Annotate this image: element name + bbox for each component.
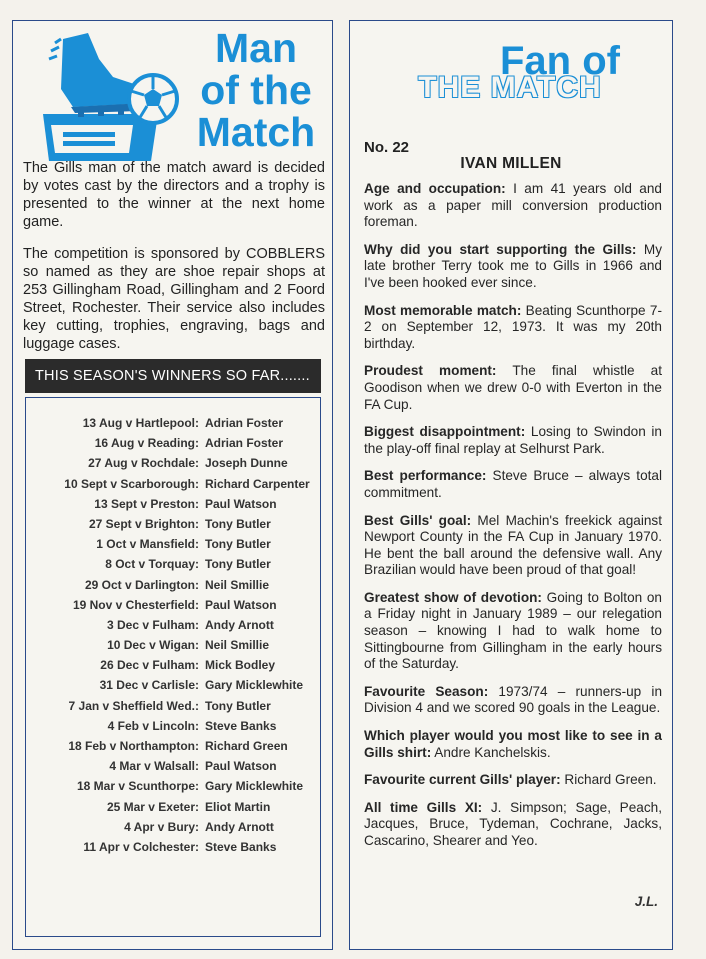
interview-answer: My late brother Terry took me to Gills in 1966 and I've been hooked ever since. [364,241,662,290]
interview-question: Why did you start supporting the Gills: [364,241,637,257]
man-of-the-match-title [181,27,331,153]
winner-match: 18 Feb v Northampton: [68,739,199,753]
winner-row [26,497,320,517]
winner-player: Paul Watson [205,759,277,774]
interview-item [364,303,662,353]
winner-match: 4 Apr v Bury: [124,819,199,834]
winner-match: 13 Aug v Hartlepool: [82,416,199,430]
winner-row [26,537,320,557]
interview-question: Proudest moment: [364,363,497,379]
winner-match: 10 Dec v Wigan: [107,638,199,653]
winner-player: Tony Butler [205,516,271,531]
winner-row [26,517,320,537]
winner-row [26,678,320,698]
interview-item [364,590,662,673]
interview-answer: J. Simpson; Sage, Peach, Jacques, Bruce, Tydeman, Cochrane, Jacks, Cascarino, Shearer and Yeo. [364,799,662,848]
interview-answer: Richard Green. [560,772,657,788]
winner-match: 27 Aug v Rochdale: [88,456,199,471]
winner-row [26,800,320,820]
interview-answer: Steve Bruce – always total commitment. [364,468,662,500]
winner-player: Tony Butler [205,537,271,552]
winner-player: Paul Watson [205,496,277,511]
interview-answer: Andre Kanchelskis. [431,744,551,760]
interview-question: Greatest show of devotion: [364,589,542,605]
interview-answer: The final whistle at Goodison when we drew 0-0 with Everton in the FA Cup. [364,363,662,412]
interview-item [364,728,662,761]
interview-item [364,772,662,789]
interview-answer: Losing to Swindon in the play-off final replay at Selhurst Park. [364,424,662,456]
interview-question: All time Gills XI: [364,799,483,815]
winners-heading: THIS SEASON'S WINNERS SO FAR....... [25,359,321,393]
winner-row [26,779,320,799]
winner-match: 25 Mar v Exeter: [106,799,199,814]
winner-match: 18 Mar v Scunthorpe: [76,779,199,794]
winner-player: Richard Carpenter [205,476,310,491]
winner-row [26,739,320,759]
interview-question: Which player would you most like to see in a Gills shirt: [364,728,662,760]
winner-row [26,416,320,436]
winner-row [26,618,320,638]
winner-player: Gary Micklewhite [205,678,304,693]
interview-item [364,468,662,501]
winner-row [26,820,320,840]
author-signature: J.L. [634,894,658,909]
interview-item [364,181,662,231]
winner-player: Adrian Foster [205,416,284,430]
winner-match: 7 Jan v Sheffield Wed.: [68,698,199,713]
interview-question: Best performance: [364,468,487,484]
interview-question: Favourite Season: [364,683,489,699]
interview-item [364,513,662,579]
boot-and-ball-trophy-icon [33,29,188,169]
interview-answer: Mel Machin's freekick against Newport County in the FA Cup in January 1970. He bent the ball around the defensive wall. Any Brazilian would have been proud of that goal! [364,512,662,578]
interview-question: Age and occupation: [364,181,506,196]
winner-player: Gary Micklewhite [205,779,304,794]
winner-row [26,840,320,860]
interview-answer: 1973/74 – runners-up in Division 4 and we scored 90 goals in the League. [364,683,662,716]
the-match-title: THE MATCH [418,71,602,104]
interview-question: Most memorable match: [364,302,522,318]
winner-match: 13 Sept v Preston: [94,496,199,511]
winner-row [26,759,320,779]
winner-match: 3 Dec v Fulham: [106,617,199,632]
fan-of-title: Fan of [500,39,620,83]
winner-player: Neil Smillie [205,577,270,592]
award-intro-paragraph: The Gills man of the match award is decided by votes cast by the directors and a trophy is presented to the winner at the next home game. [23,160,325,230]
winner-match: 11 Apr v Colchester: [83,839,199,854]
interview-answer: I am 41 years old and work as a paper mill conversion production foreman. [364,181,662,230]
interview-question: Best Gills' goal: [364,512,472,528]
interview-item [364,684,662,717]
fan-name: IVAN MILLEN [460,155,562,172]
interview-item [364,363,662,413]
interview-list [364,181,662,861]
winner-player: Richard Green [205,739,288,753]
winner-row [26,456,320,476]
winner-match: 16 Aug v Reading: [94,436,199,451]
interview-question: Biggest disappointment: [364,424,526,440]
winner-match: 4 Feb v Lincoln: [107,718,199,733]
title-line-man: Man [215,25,297,71]
interview-question: Favourite current Gills' player: [364,772,561,788]
winner-match: 19 Nov v Chesterfield: [72,597,199,612]
winner-match: 1 Oct v Mansfield: [96,537,199,552]
winner-match: 10 Sept v Scarborough: [64,476,199,491]
winner-row [26,598,320,618]
interview-item [364,800,662,850]
winner-player: Joseph Dunne [205,456,288,471]
winner-match: 4 Mar v Walsall: [109,759,199,774]
winner-player: Steve Banks [205,718,277,733]
winners-list [26,416,320,860]
winner-row [26,719,320,739]
winner-row [26,477,320,497]
winner-row [26,436,320,456]
interview-answer: Beating Scunthorpe 7-2 on September 12, 1973. It was my 20th birthday. [364,302,662,351]
winner-player: Neil Smillie [205,638,270,653]
title-line-match: Match [196,109,316,155]
man-of-the-match-panel [12,20,333,950]
winner-row [26,658,320,678]
winner-match: 31 Dec v Carlisle: [99,678,199,693]
winner-match: 29 Oct v Darlington: [84,577,199,592]
winner-row [26,578,320,598]
interview-answer: Going to Bolton on a Friday night in January 1989 – our relegation season – knowing I had to walk home to Sittingbourne from Gillingham in the early hours of the Saturday. [364,589,662,672]
sponsor-paragraph: The competition is sponsored by COBBLERS so named as they are shoe repair shops at 253 Gillingham Road, Gillingham and 2 Foord Street, Rochester. Their service also includes key cutting, trophies, engraving, bags and luggage cases. [23,246,325,352]
winner-player: Eliot Martin [205,799,271,814]
winner-player: Tony Butler [205,698,271,713]
interview-item [364,424,662,457]
interview-item [364,242,662,292]
winner-match: 8 Oct v Torquay: [105,557,199,572]
winner-player: Andy Arnott [205,819,274,834]
winner-row [26,557,320,577]
winner-match: 26 Dec v Fulham: [100,658,199,673]
winners-table [25,397,321,937]
winner-player: Steve Banks [205,839,277,854]
winner-player: Paul Watson [205,597,277,612]
winner-row [26,699,320,719]
winner-player: Andy Arnott [205,617,274,632]
fan-of-the-match-panel [349,20,673,950]
winner-player: Mick Bodley [205,658,276,673]
title-line-of-the: of the [200,67,312,113]
issue-number: No. 22 [364,139,410,156]
winner-row [26,638,320,658]
winner-player: Tony Butler [205,557,271,572]
winner-match: 27 Sept v Brighton: [88,516,199,531]
winner-player: Adrian Foster [205,436,284,451]
